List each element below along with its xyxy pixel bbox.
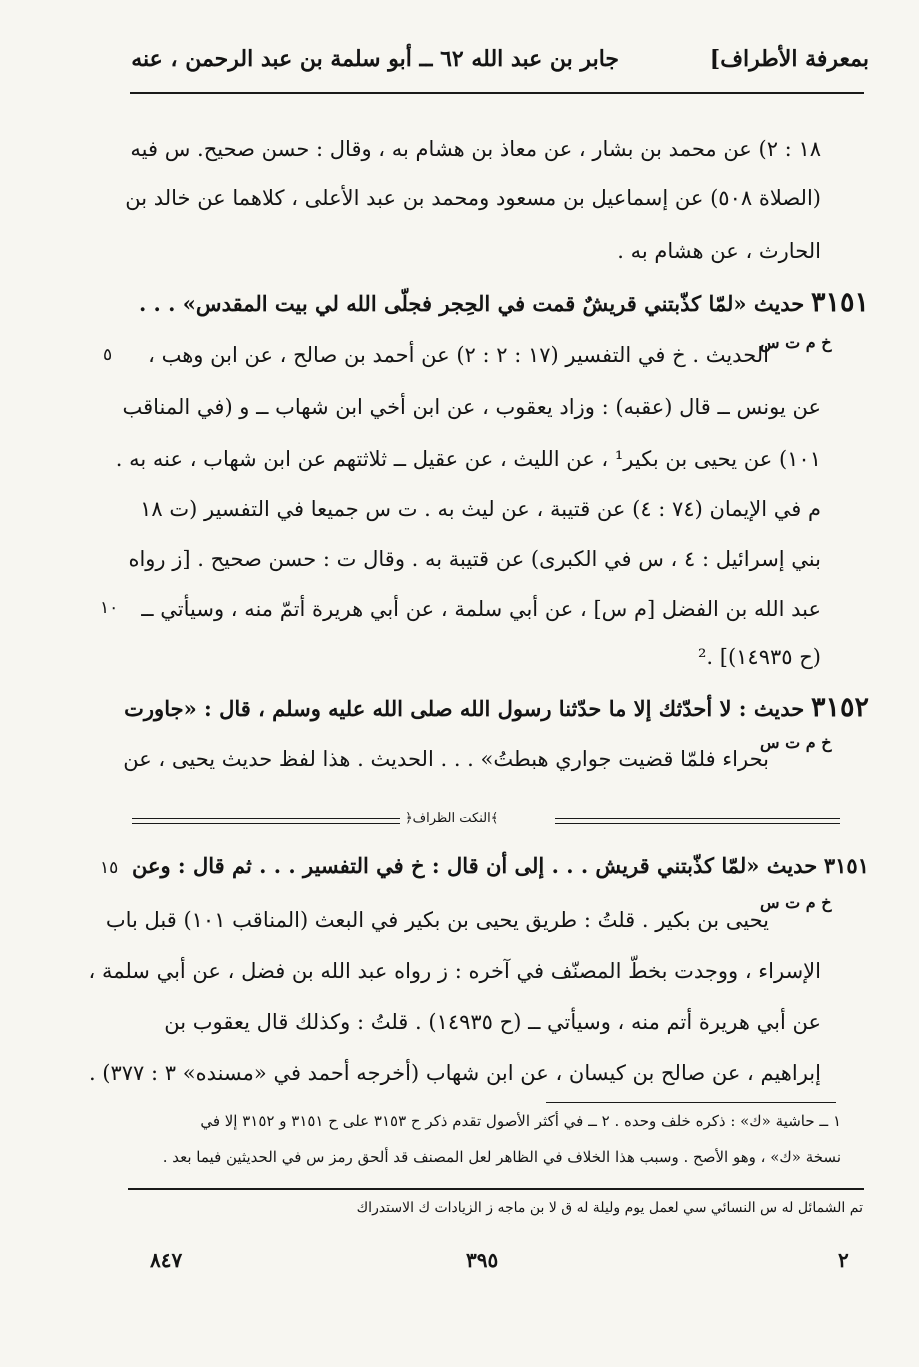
body-line: إبراهيم ، عن صالح بن كيسان ، عن ابن شهاب (أخرجه أحمد في «مسنده» ٣ : ٣٧٧) . xyxy=(88,1061,821,1085)
hadith-3151-heading xyxy=(139,288,869,319)
running-header-left: جابر بن عبد الله ٦٢ ــ أبو سلمة بن عبد الرحمن ، عنه xyxy=(131,46,619,72)
hadith-siglum: خ م ت س xyxy=(760,733,832,752)
nukat-text: حديث «لمّا كذّبتني قريش . . . إلى أن قال : خ في التفسير . . . ثم قال : وعن xyxy=(131,853,818,878)
line-number-margin: ١٠ xyxy=(100,598,119,618)
body-line: يحيى بن بكير . قلتُ : طريق يحيى بن بكير في البعث (المناقب ١٠١) قبل باب xyxy=(105,908,769,932)
divider-rule-left-2 xyxy=(132,823,400,824)
body-line: عن أبي هريرة أتم منه ، وسيأتي ــ (ح ١٤٩٣٥) . قلتُ : وكذلك قال يعقوب بن xyxy=(164,1010,821,1034)
header-rule xyxy=(130,92,864,94)
hadith-text: حديث : لا أحدّثك إلا ما حدّثنا رسول الله صلى الله عليه وسلم ، قال : «جاورت xyxy=(124,696,805,721)
body-line: ١٠١) عن يحيى بن بكير¹ ، عن الليث ، عن عقيل ــ ثلاثتهم عن ابن شهاب ، عنه به . xyxy=(115,447,821,471)
legend-rule xyxy=(128,1188,864,1190)
body-line: الحارث ، عن هشام به . xyxy=(617,239,821,263)
hadith-3152-heading xyxy=(124,693,869,724)
page-number-right: ٢ xyxy=(838,1248,849,1272)
body-line: م في الإيمان (٧٤ : ٤) عن قتيبة ، عن ليث به . ت س جميعا في التفسير (ت ١٨ xyxy=(140,497,821,521)
body-line: ١٨ : ٢) عن محمد بن بشار ، عن معاذ بن هشام به ، وقال : حسن صحيح. س فيه xyxy=(130,137,821,161)
body-line: (ح ١٤٩٣٥)] .² xyxy=(697,645,821,669)
body-line: الإسراء ، ووجدت بخطّ المصنّف في آخره : ز رواه عبد الله بن فضل ، عن أبي سلمة ، xyxy=(88,959,821,983)
page-number-center: ٣٩٥ xyxy=(466,1248,499,1272)
body-line: بحراء فلمّا قضيت جواري هبطتُ» . . . الحديث . هذا لفظ حديث يحيى ، عن xyxy=(123,747,769,771)
running-header-right: بمعرفة الأطراف] xyxy=(709,46,869,72)
body-line: عبد الله بن الفضل [م س] ، عن أبي سلمة ، عن أبي هريرة أتمّ منه ، وسيأتي ــ xyxy=(141,597,821,621)
divider-title: ﴿النكت الظراف﴾ xyxy=(405,811,499,826)
footnote-rule xyxy=(546,1102,836,1103)
hadith-siglum: خ م ت س xyxy=(760,333,832,352)
hadith-number: ٣١٥٢ xyxy=(810,692,869,723)
hadith-text: حديث «لمّا كذّبتني قريشٌ قمت في الحِجر فجلّى الله لي بيت المقدس» . . . xyxy=(138,291,805,316)
divider-rule-right xyxy=(555,818,840,819)
hadith-number: ٣١٥١ xyxy=(810,287,869,318)
line-number-margin: ٥ xyxy=(103,345,113,365)
page-number-left: ٨٤٧ xyxy=(150,1248,183,1272)
nukat-number: ٣١٥١ xyxy=(823,853,869,878)
body-line: بني إسرائيل : ٤ ، س في الكبرى) عن قتيبة به . وقال ت : حسن صحيح . [ز رواه xyxy=(128,547,821,571)
body-line: عن يونس ــ قال (عقبه) : وزاد يعقوب ، عن ابن أخي ابن شهاب ــ و (في المناقب xyxy=(122,395,821,419)
nukat-3151-heading xyxy=(132,851,869,881)
siglum-legend: تم الشمائل له س النسائي سي لعمل يوم وليلة له ق لا بن ماجه ز الزيادات ك الاستدراك xyxy=(356,1200,863,1216)
body-line: (الصلاة ٥٠٨) عن إسماعيل بن مسعود ومحمد بن عبد الأعلى ، كلاهما عن خالد بن xyxy=(125,186,821,210)
divider-rule-right-2 xyxy=(555,823,840,824)
body-line: الحديث . خ في التفسير (١٧ : ٢ : ٢) عن أحمد بن صالح ، عن ابن وهب ، xyxy=(148,343,769,367)
divider-rule-left xyxy=(132,818,400,819)
footnote-line: نسخة «ك» ، وهو الأصح . وسبب هذا الخلاف في الظاهر لعل المصنف قد ألحق رمز س في الحديثين فيما بعد . xyxy=(162,1148,841,1166)
nukat-siglum: خ م ت س xyxy=(760,893,832,912)
footnote-line: ١ ــ حاشية «ك» : ذكره خلف وحده . ٢ ــ في أكثر الأصول تقدم ذكر ح ٣١٥٣ على ح ٣١٥١ و ٣١٥٢ إلا في xyxy=(200,1112,841,1130)
line-number-margin: ١٥ xyxy=(100,858,119,878)
